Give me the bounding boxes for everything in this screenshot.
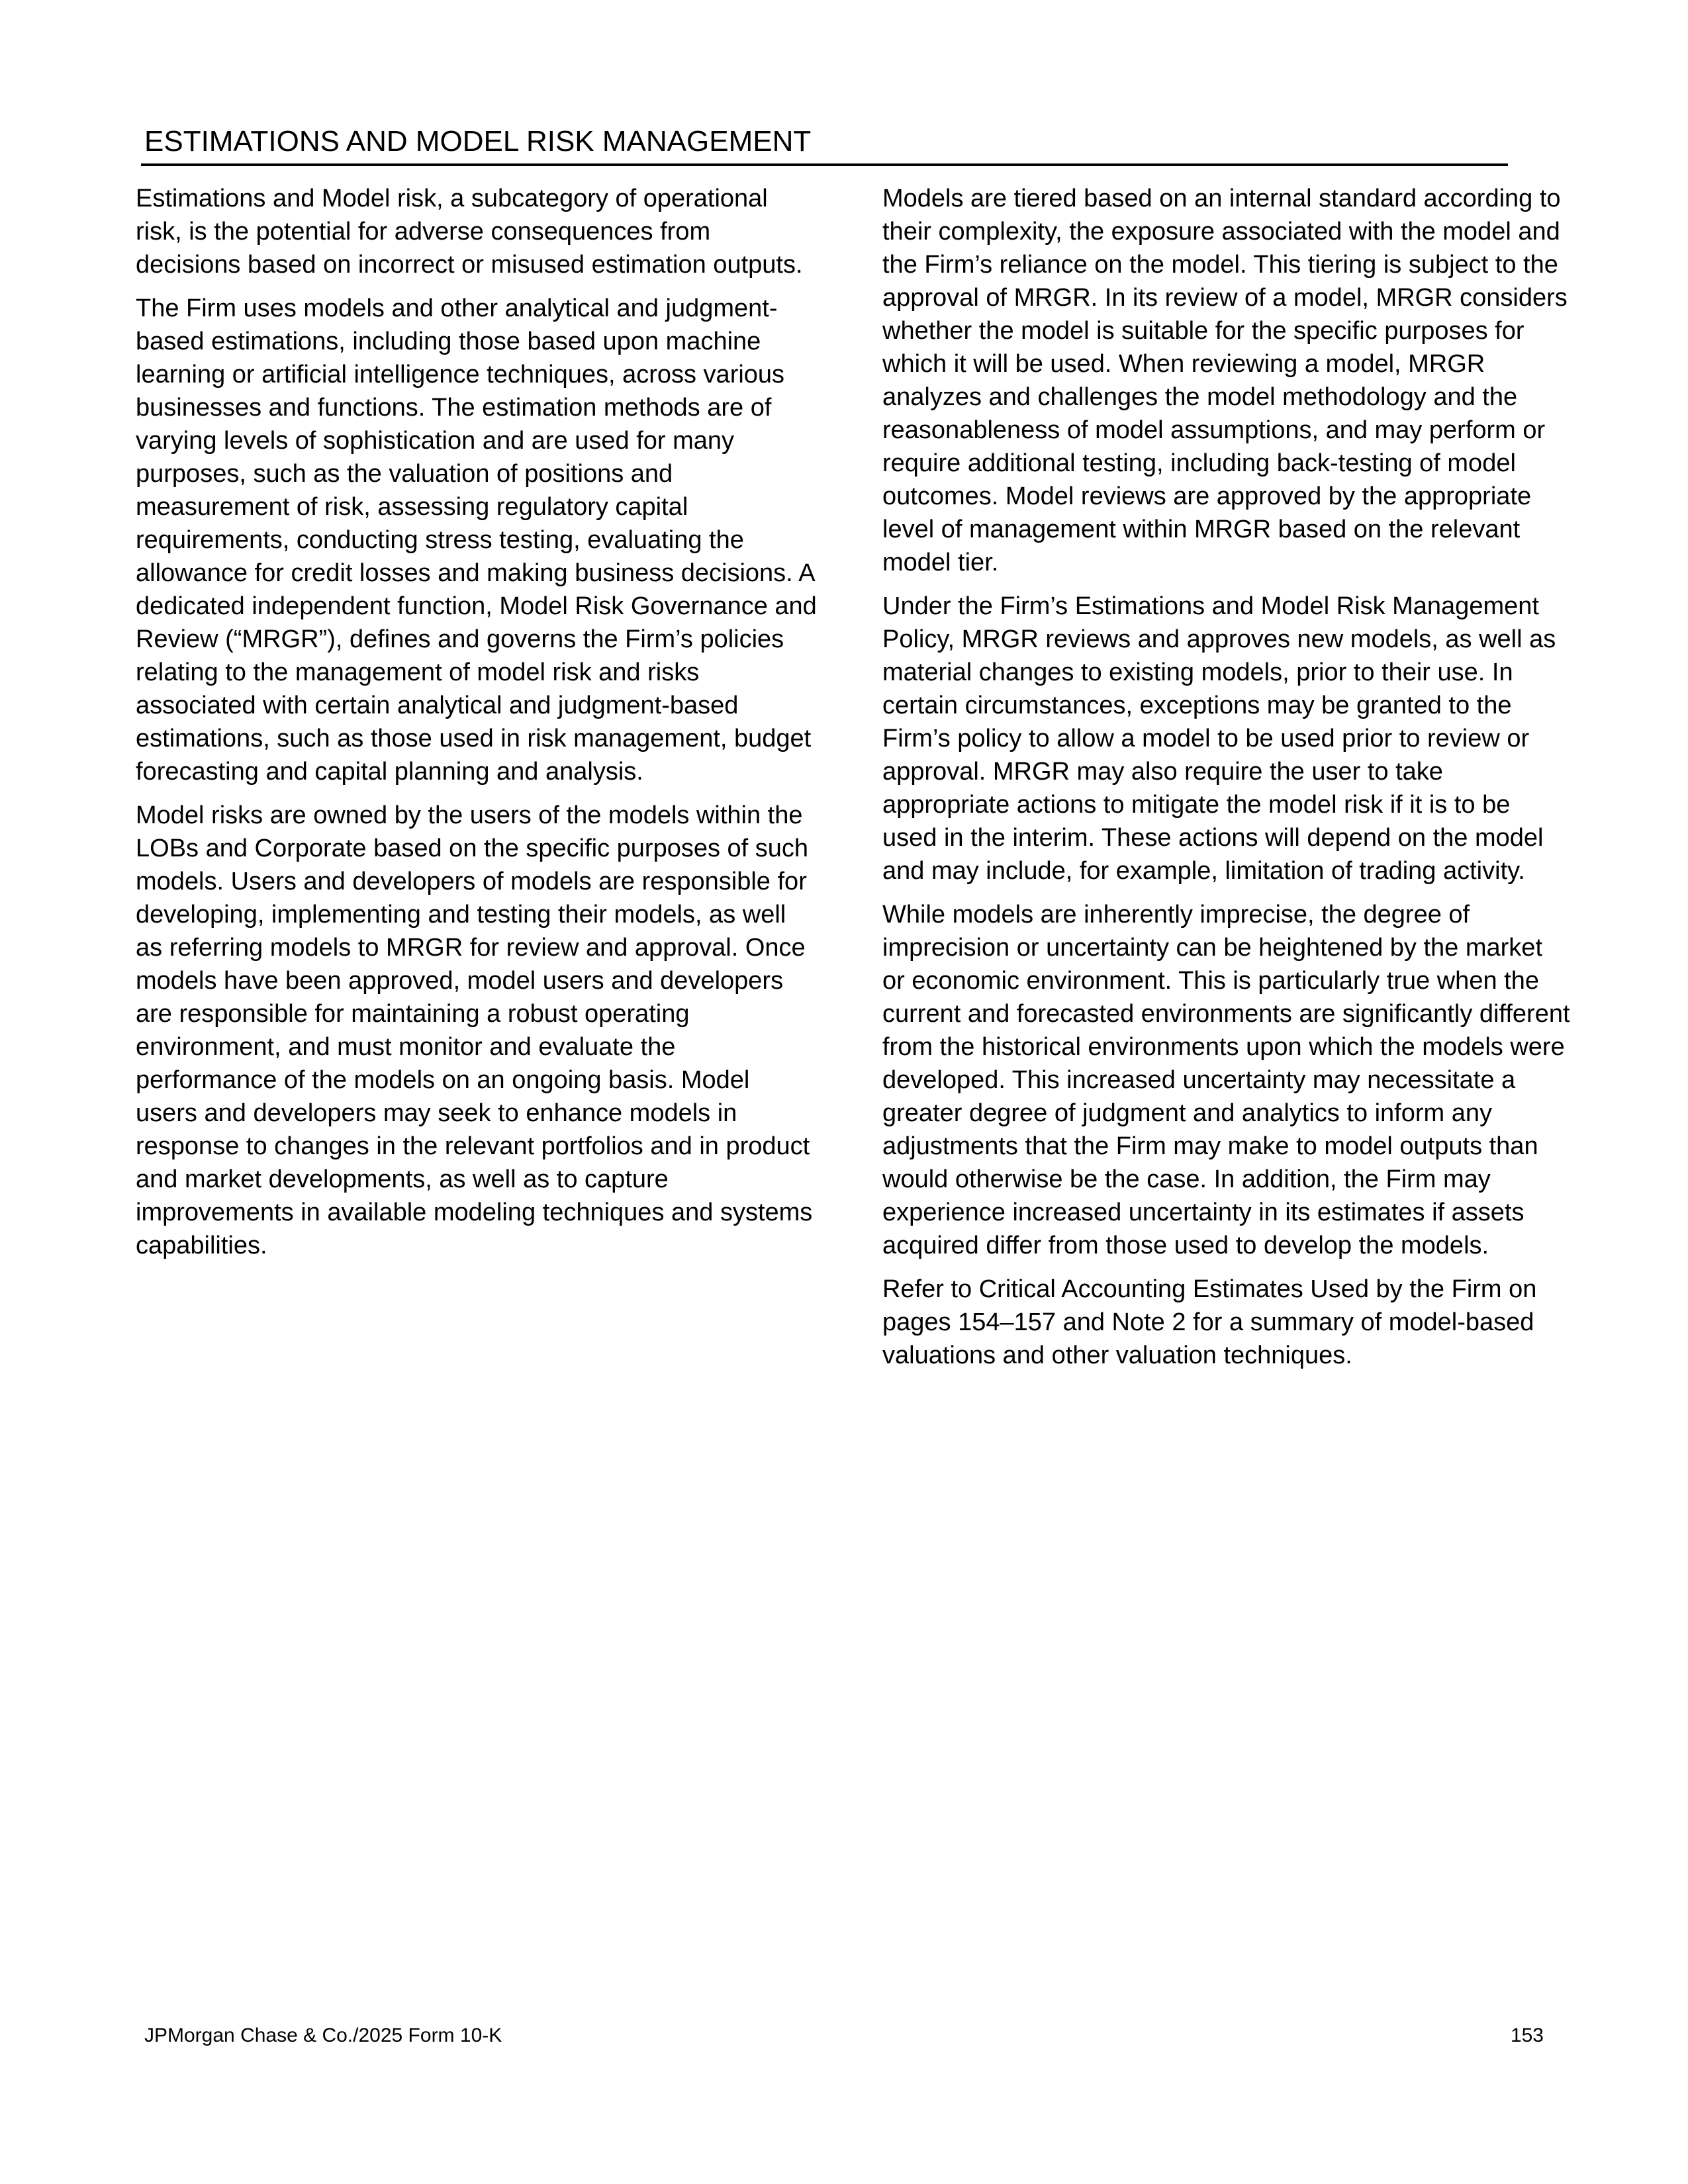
page-number: 153 (1510, 2025, 1544, 2046)
footer-document-title: JPMorgan Chase & Co./2025 Form 10-K (144, 2025, 502, 2046)
right-column (882, 182, 1571, 1383)
paragraph: Estimations and Model risk, a subcategory of operational risk, is the potential for adverse consequences from decisions based on incorrect or misused estimation outputs. (136, 185, 803, 279)
section-header (141, 121, 1508, 166)
paragraph: While models are inherently imprecise, the degree of imprecision or uncertainty can be heightened by the market or economic environment. This is particularly true when the current and forecasted environments are significantly different from the historical environments upon which the models were developed. This increased uncertainty may necessitate a greater degree of judgment and analytics to inform any adjustments that the Firm may make to model outputs than would otherwise be the case. In addition, the Firm may experience increased uncertainty in its estimates if assets acquired differ from those used to develop the models. (882, 901, 1570, 1259)
paragraph: Under the Firm’s Estimations and Model Risk Management Policy, MRGR reviews and approves new models, as well as material changes to existing models, prior to their use. In certain circumstances, exceptions may be granted to the Firm’s policy to allow a model to be used prior to review or approval. MRGR may also require the user to take appropriate actions to mitigate the model risk if it is to be used in the interim. These actions will depend on the model and may include, for example, limitation of trading activity. (882, 592, 1556, 885)
section-title: ESTIMATIONS AND MODEL RISK MANAGEMENT (144, 125, 812, 158)
paragraph: Model risks are owned by the users of the models within the LOBs and Corporate based on the specific purposes of such models. Users and developers of models are responsible for developing, implementing and testing their models, as well as referring models to MRGR for review and approval. Once models have been approved, model users and developers are responsible for maintaining a robust operating environment, and must monitor and evaluate the performance of the models on an ongoing basis. Model users and developers may seek to enhance models in response to changes in the relevant portfolios and in product and market developments, as well as to capture improvements in available modeling techniques and systems capabilities. (136, 801, 813, 1259)
paragraph: Models are tiered based on an internal standard according to their complexity, the exposure associated with the model and the Firm’s reliance on the model. This tiering is subject to the approval of MRGR. In its review of a model, MRGR considers whether the model is suitable for the specific purposes for which it will be used. When reviewing a model, MRGR analyzes and challenges the model methodology and the reasonableness of model assumptions, and may perform or require additional testing, including back-testing of model outcomes. Model reviews are approved by the appropriate level of management within MRGR based on the relevant model tier. (882, 185, 1568, 576)
left-column (136, 182, 818, 1273)
paragraph: Refer to Critical Accounting Estimates Used by the Firm on pages 154–157 and Note 2 for a summary of model-based valuations and other valuation techniques. (882, 1275, 1537, 1369)
paragraph: The Firm uses models and other analytical and judgment-based estimations, including those based upon machine learning or artificial intelligence techniques, across various businesses and functions. The estimation methods are of varying levels of sophistication and are used for many purposes, such as the valuation of positions and measurement of risk, assessing regulatory capital requirements, conducting stress testing, evaluating the allowance for credit losses and making business decisions. A dedicated independent function, Model Risk Governance and Review (“MRGR”), defines and governs the Firm’s policies relating to the management of model risk and risks associated with certain analytical and judgment-based estimations, such as those used in risk management, budget forecasting and capital planning and analysis. (136, 295, 817, 786)
